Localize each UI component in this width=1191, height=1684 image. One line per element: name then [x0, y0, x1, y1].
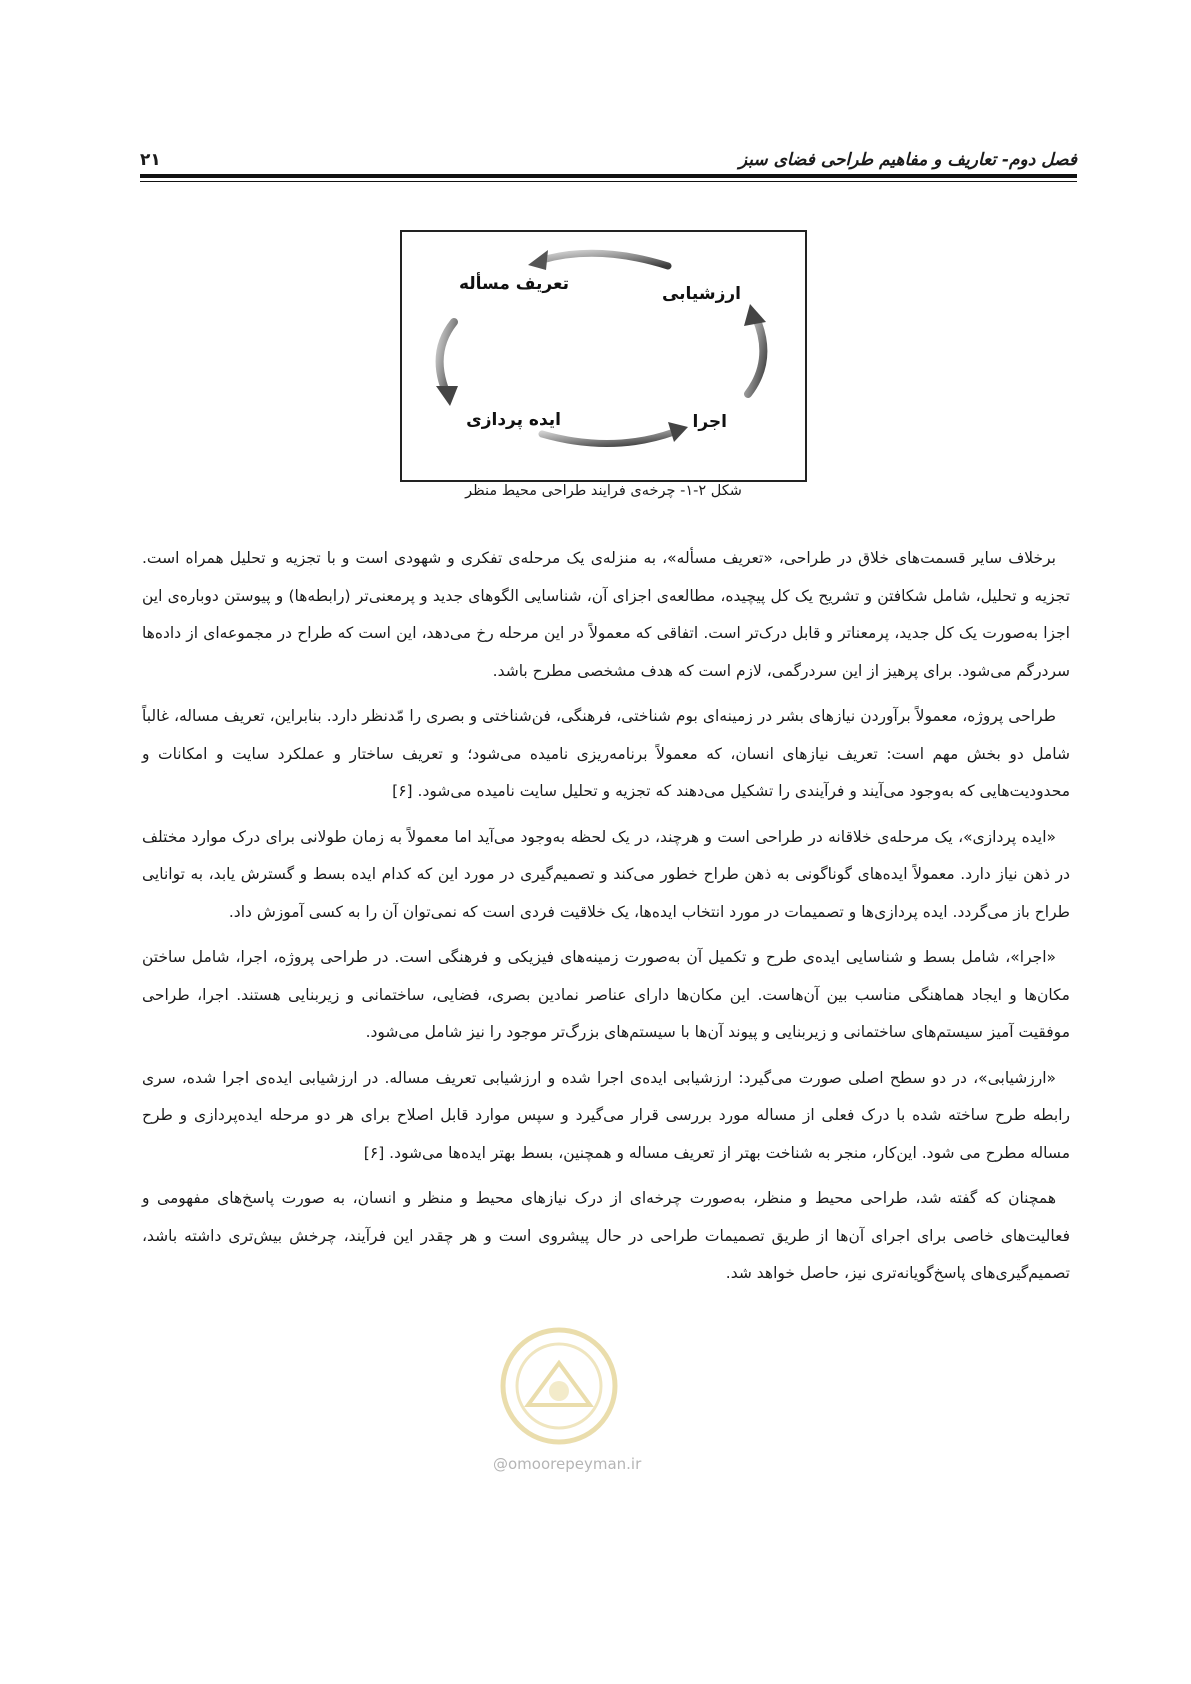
- arrow-ideation-to-implementation: [542, 432, 674, 444]
- paragraph-ideation: «ایده پردازی»، یک مرحله‌ی خلاقانه در طراحی است و هرچند، در یک لحظه به‌وجود می‌آید اما معمولاً به زمان طولانی برای درک موارد مختلف در ذهن نیاز دارد. معمولاً ایده‌های گوناگونی به ذهن طراح خطور می‌کند و تصمیم‌گیری در مورد این که کدام ایده بسط و گسترش یابد، به توانایی طراح باز می‌گردد. ایده پردازی‌ها و تصمیمات در مورد انتخاب ایده‌ها، یک خلاقیت فردی است که نمی‌توان آن را به کسی آموزش داد.: [142, 827, 1070, 921]
- arrow-head-right: [744, 304, 766, 326]
- label-evaluation: ارزشیابی: [661, 284, 741, 304]
- label-implementation: اجرا: [692, 412, 727, 432]
- chapter-title: فصل دوم- تعاریف و مفاهیم طراحی فضای سبز: [738, 150, 1077, 170]
- header-rule-thick: [140, 174, 1077, 178]
- paragraph-project-design: طراحی پروژه، معمولاً برآوردن نیازهای بشر در زمینه‌ای بوم شناختی، فرهنگی، فن‌شناختی و بصری را مّدنظر دارد. بنابراین، تعریف مساله، غالباً شامل دو بخش مهم است: تعریف نیازهای انسان، که معمولاً برنامه‌ریزی نامیده می‌شود؛ و تعریف ساختار و عملکرد سایت و امکانات و محدودیت‌هایی که به‌وجود می‌آیند و فرآیندی را تشکیل می‌دهند که تجزیه و تحلیل سایت نامیده می‌شود. [۶]: [142, 707, 1070, 800]
- arrow-evaluation-to-problem: [542, 253, 668, 266]
- arrow-head-bottom: [668, 422, 688, 442]
- page-number: ۲۱: [140, 150, 161, 170]
- cycle-arrows: [402, 232, 805, 480]
- body-text: [142, 540, 1070, 1293]
- arrow-implementation-to-evaluation: [748, 318, 763, 394]
- paragraph-implementation: «اجرا»، شامل بسط و شناسایی ایده‌ی طرح و تکمیل آن به‌صورت زمینه‌های فیزیکی و فرهنگی است. در طراحی پروژه، اجرا، شامل ساختن مکان‌ها و ایجاد هماهنگی مناسب بین آن‌هاست. این مکان‌ها دارای عناصر نمادین بصری، فضایی، ساختمانی و زیربنایی هستند. اجرا، طراحی موفقیت آمیز سیستم‌های ساختمانی و زیربنایی و پیوند آن‌ها با سیستم‌های بزرگ‌تر موجود را نیز شامل می‌شود.: [142, 948, 1070, 1041]
- figure-caption: شکل ۲-۱- چرخه‌ی فرایند طراحی محیط منظر: [465, 483, 742, 499]
- label-problem-definition: تعریف مسأله: [458, 274, 569, 294]
- page-header: [140, 138, 1077, 170]
- paragraph-evaluation: «ارزشیابی»، در دو سطح اصلی صورت می‌گیرد: ارزشیابی ایده‌ی اجرا شده و ارزشیابی تعریف مساله. در ارزشیابی ایده‌ی اجرا شده، سری رابطه طرح ساخته شده با درک فعلی از مساله مورد بررسی قرار می‌گیرد و سپس موارد قابل اصلاح برای هر دو مرحله ایده‌پردازی و طرح مساله مطرح می شود. این‌کار، منجر به شناخت بهتر از تعریف مساله و همچنین، بسط بهتر ایده‌ها می‌شود. [۶]: [142, 1068, 1070, 1162]
- publisher-seal-watermark: [498, 1325, 620, 1447]
- paragraph-conclusion: همچنان که گفته شد، طراحی محیط و منظر، به‌صورت چرخه‌ای از درک نیازهای محیط و منظر و انسان، به صورت پاسخ‌های مفهومی و فعالیت‌های خاصی برای اجرای آن‌ها از طریق تصمیمات طراحی در حال پیشروی است و هر چقدر این فرآیند، چرخش بیش‌تری داشته باشد، تصمیم‌گیری‌های پاسخ‌گویانه‌تری نیز، حاصل خواهد شد.: [142, 1189, 1070, 1282]
- website-watermark: @omoorepeyman.ir: [493, 1455, 642, 1473]
- paragraph-problem-definition: برخلاف سایر قسمت‌های خلاق در طراحی، «تعریف مسأله»، به منزله‌ی یک مرحله‌ی تفکری و شهودی است و با تجزیه و تحلیل همراه است. تجزیه و تحلیل، شامل شکافتن و تشریح یک کل پیچیده، مطالعه‌ی اجزای آن، شناسایی الگوهای جدید و پرمعنی‌تر (رابطه‌ها) و پیوستن دوباره‌ی این اجزا به‌صورت یک کل جدید، پرمعناتر و قابل درک‌تر است. اتفاقی که معمولاً در این مرحله رخ می‌دهد، این است که طراح در مجموعه‌ای از داده‌ها سردرگم می‌شود. برای پرهیز از این سردرگمی، لازم است که هدف مشخصی مطرح باشد.: [142, 549, 1070, 680]
- arrow-head-top: [528, 250, 548, 270]
- arrow-problem-to-ideation: [440, 322, 454, 392]
- label-ideation: ایده پردازی: [466, 410, 561, 430]
- design-cycle-figure: [400, 230, 807, 482]
- header-rule-thin: [140, 181, 1077, 182]
- arrow-head-left: [436, 386, 458, 406]
